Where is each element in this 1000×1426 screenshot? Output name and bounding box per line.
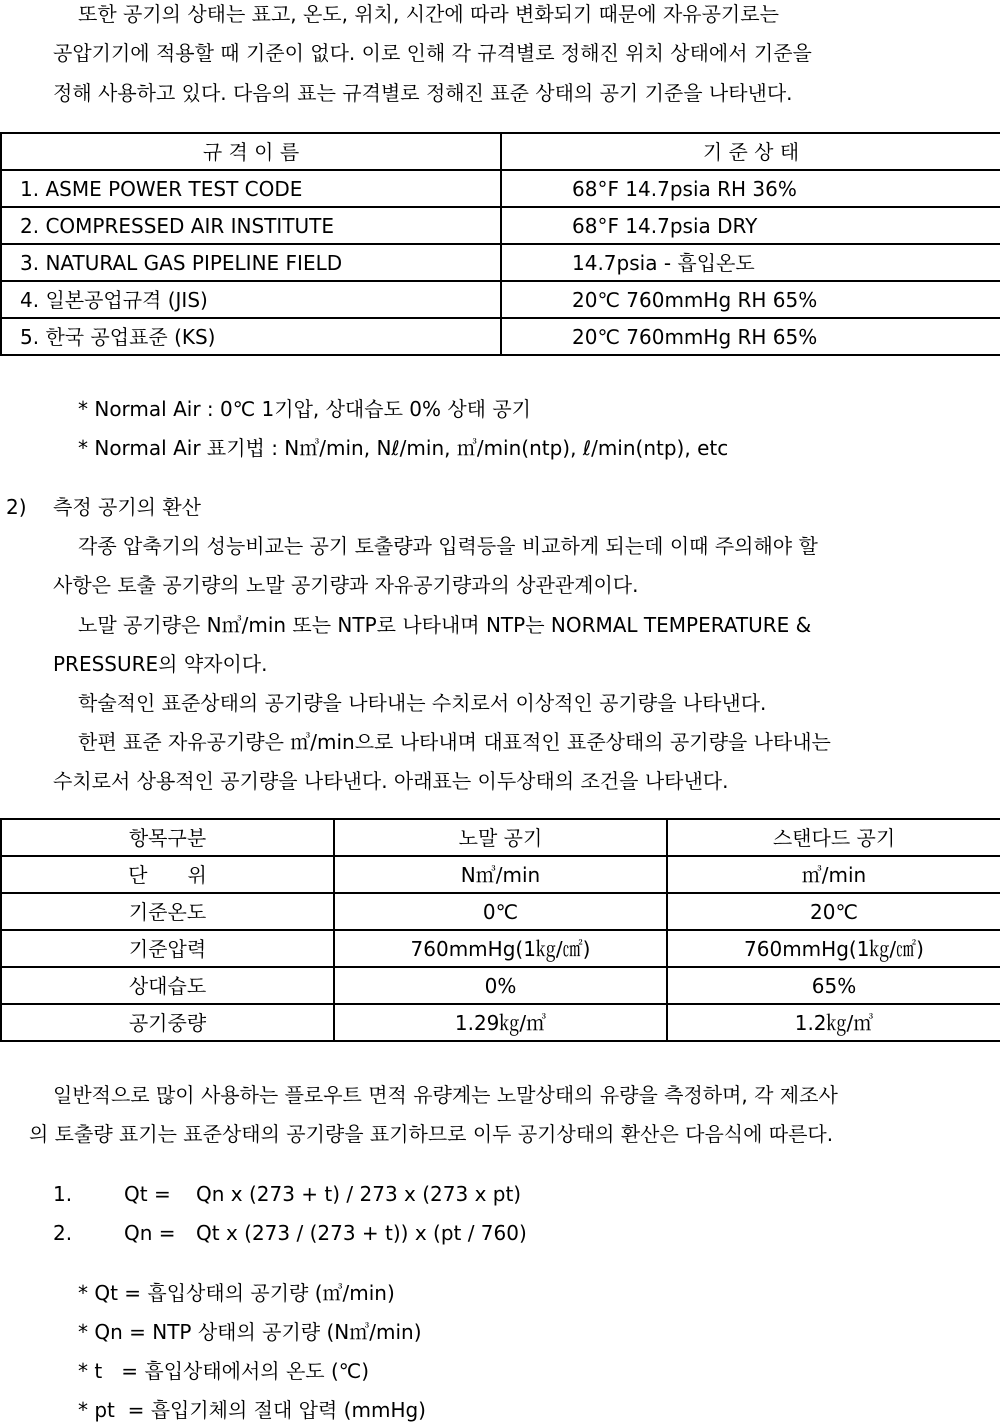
section-title: 측정 공기의 환산 bbox=[53, 495, 201, 519]
formula-rhs: Qt x (273 / (273 + t)) x (pt / 760) bbox=[196, 1221, 527, 1245]
formula-lhs: Qn = bbox=[124, 1221, 176, 1245]
table-row bbox=[1, 281, 1000, 318]
intro-line-1: 또한 공기의 상태는 표고, 온도, 위치, 시간에 따라 변화되기 때문에 자유공기로는 bbox=[78, 2, 779, 26]
formula-number: 1. bbox=[53, 1182, 73, 1206]
body-line: 한편 표준 자유공기량은 ㎥/min으로 나타내며 대표적인 표준상태의 공기량을 나타내는 bbox=[78, 730, 831, 754]
table-row bbox=[1, 1004, 1000, 1041]
table-row bbox=[1, 170, 1000, 207]
intro-line-2: 공압기기에 적용할 때 기준이 없다. 이로 인해 각 규격별로 정해진 위치 상태에서 기준을 bbox=[53, 41, 812, 65]
table-row bbox=[1, 244, 1000, 281]
table-cell: 1. ASME POWER TEST CODE bbox=[1, 170, 501, 207]
definition-line: * Qt = 흡입상태의 공기량 (㎥/min) bbox=[78, 1281, 395, 1305]
table-cell: 1.29㎏/㎥ bbox=[334, 1004, 667, 1041]
table-row bbox=[1, 930, 1000, 967]
table-cell: 2. COMPRESSED AIR INSTITUTE bbox=[1, 207, 501, 244]
formula-rhs: Qn x (273 + t) / 273 x (273 x pt) bbox=[196, 1182, 522, 1206]
body-line: 각종 압축기의 성능비교는 공기 토출량과 입력등을 비교하게 되는데 이때 주의해야 할 bbox=[78, 534, 818, 558]
table-header-cell: 기 준 상 태 bbox=[501, 133, 1000, 170]
note-normal-air: * Normal Air : 0℃ 1기압, 상대습도 0% 상태 공기 bbox=[78, 397, 531, 421]
table-header-cell: 규 격 이 름 bbox=[1, 133, 501, 170]
intro-line-3: 정해 사용하고 있다. 다음의 표는 규격별로 정해진 표준 상태의 공기 기준을 나타낸다. bbox=[53, 81, 793, 105]
table-cell: ㎥/min bbox=[667, 856, 1000, 893]
table-cell: 단 위 bbox=[1, 856, 334, 893]
body-line: 학술적인 표준상태의 공기량을 나타내는 수치로서 이상적인 공기량을 나타낸다. bbox=[78, 691, 767, 715]
formula-number: 2. bbox=[53, 1221, 73, 1245]
air-condition-table bbox=[0, 818, 1000, 1042]
table-header-row bbox=[1, 133, 1000, 170]
table-header-row bbox=[1, 819, 1000, 856]
table-cell: 68°F 14.7psia RH 36% bbox=[501, 170, 1000, 207]
table-cell: 4. 일본공업규격 (JIS) bbox=[1, 281, 501, 318]
body-line: PRESSURE의 약자이다. bbox=[53, 652, 268, 676]
table-cell: 0℃ bbox=[334, 893, 667, 930]
para2-line-1: 일반적으로 많이 사용하는 플로우트 면적 유량계는 노말상태의 유량을 측정하며, 각 제조사 bbox=[53, 1083, 838, 1107]
table-row bbox=[1, 318, 1000, 355]
table-cell: N㎥/min bbox=[334, 856, 667, 893]
table-cell: 20℃ bbox=[667, 893, 1000, 930]
table-cell: 20℃ 760mmHg RH 65% bbox=[501, 281, 1000, 318]
table-cell: 공기중량 bbox=[1, 1004, 334, 1041]
table-header-cell: 스탠다드 공기 bbox=[667, 819, 1000, 856]
table-cell: 기준온도 bbox=[1, 893, 334, 930]
standards-table bbox=[0, 132, 1000, 356]
table-row bbox=[1, 856, 1000, 893]
table-cell: 20℃ 760mmHg RH 65% bbox=[501, 318, 1000, 355]
body-line: 사항은 토출 공기량의 노말 공기량과 자유공기량과의 상관관계이다. bbox=[53, 573, 639, 597]
table-row bbox=[1, 207, 1000, 244]
table-header-cell: 항목구분 bbox=[1, 819, 334, 856]
body-line: 수치로서 상용적인 공기량을 나타낸다. 아래표는 이두상태의 조건을 나타낸다. bbox=[53, 769, 729, 793]
table-cell: 기준압력 bbox=[1, 930, 334, 967]
table-cell: 760mmHg(1㎏/㎠) bbox=[667, 930, 1000, 967]
table-cell: 1.2㎏/㎥ bbox=[667, 1004, 1000, 1041]
section-number: 2) bbox=[6, 495, 27, 519]
table-row bbox=[1, 893, 1000, 930]
definition-line: * t = 흡입상태에서의 온도 (℃) bbox=[78, 1359, 370, 1383]
body-line: 노말 공기량은 N㎥/min 또는 NTP로 나타내며 NTP는 NORMAL TEMPERATURE & bbox=[78, 613, 812, 637]
table-cell: 상대습도 bbox=[1, 967, 334, 1004]
table-cell: 3. NATURAL GAS PIPELINE FIELD bbox=[1, 244, 501, 281]
table-cell: 760mmHg(1㎏/㎠) bbox=[334, 930, 667, 967]
table-cell: 5. 한국 공업표준 (KS) bbox=[1, 318, 501, 355]
table-header-cell: 노말 공기 bbox=[334, 819, 667, 856]
definition-line: * Qn = NTP 상태의 공기량 (N㎥/min) bbox=[78, 1320, 422, 1344]
table-cell: 0% bbox=[334, 967, 667, 1004]
table-cell: 68°F 14.7psia DRY bbox=[501, 207, 1000, 244]
para2-line-2: 의 토출량 표기는 표준상태의 공기량을 표기하므로 이두 공기상태의 환산은 다음식에 따른다. bbox=[29, 1122, 834, 1146]
formula-lhs: Qt = bbox=[124, 1182, 171, 1206]
note-normal-air-notation: * Normal Air 표기법 : N㎥/min, Nℓ/min, ㎥/min(ntp), ℓ/min(ntp), etc bbox=[78, 436, 729, 460]
table-row bbox=[1, 967, 1000, 1004]
table-cell: 14.7psia - 흡입온도 bbox=[501, 244, 1000, 281]
table-cell: 65% bbox=[667, 967, 1000, 1004]
definition-line: * pt = 흡입기체의 절대 압력 (mmHg) bbox=[78, 1398, 426, 1422]
